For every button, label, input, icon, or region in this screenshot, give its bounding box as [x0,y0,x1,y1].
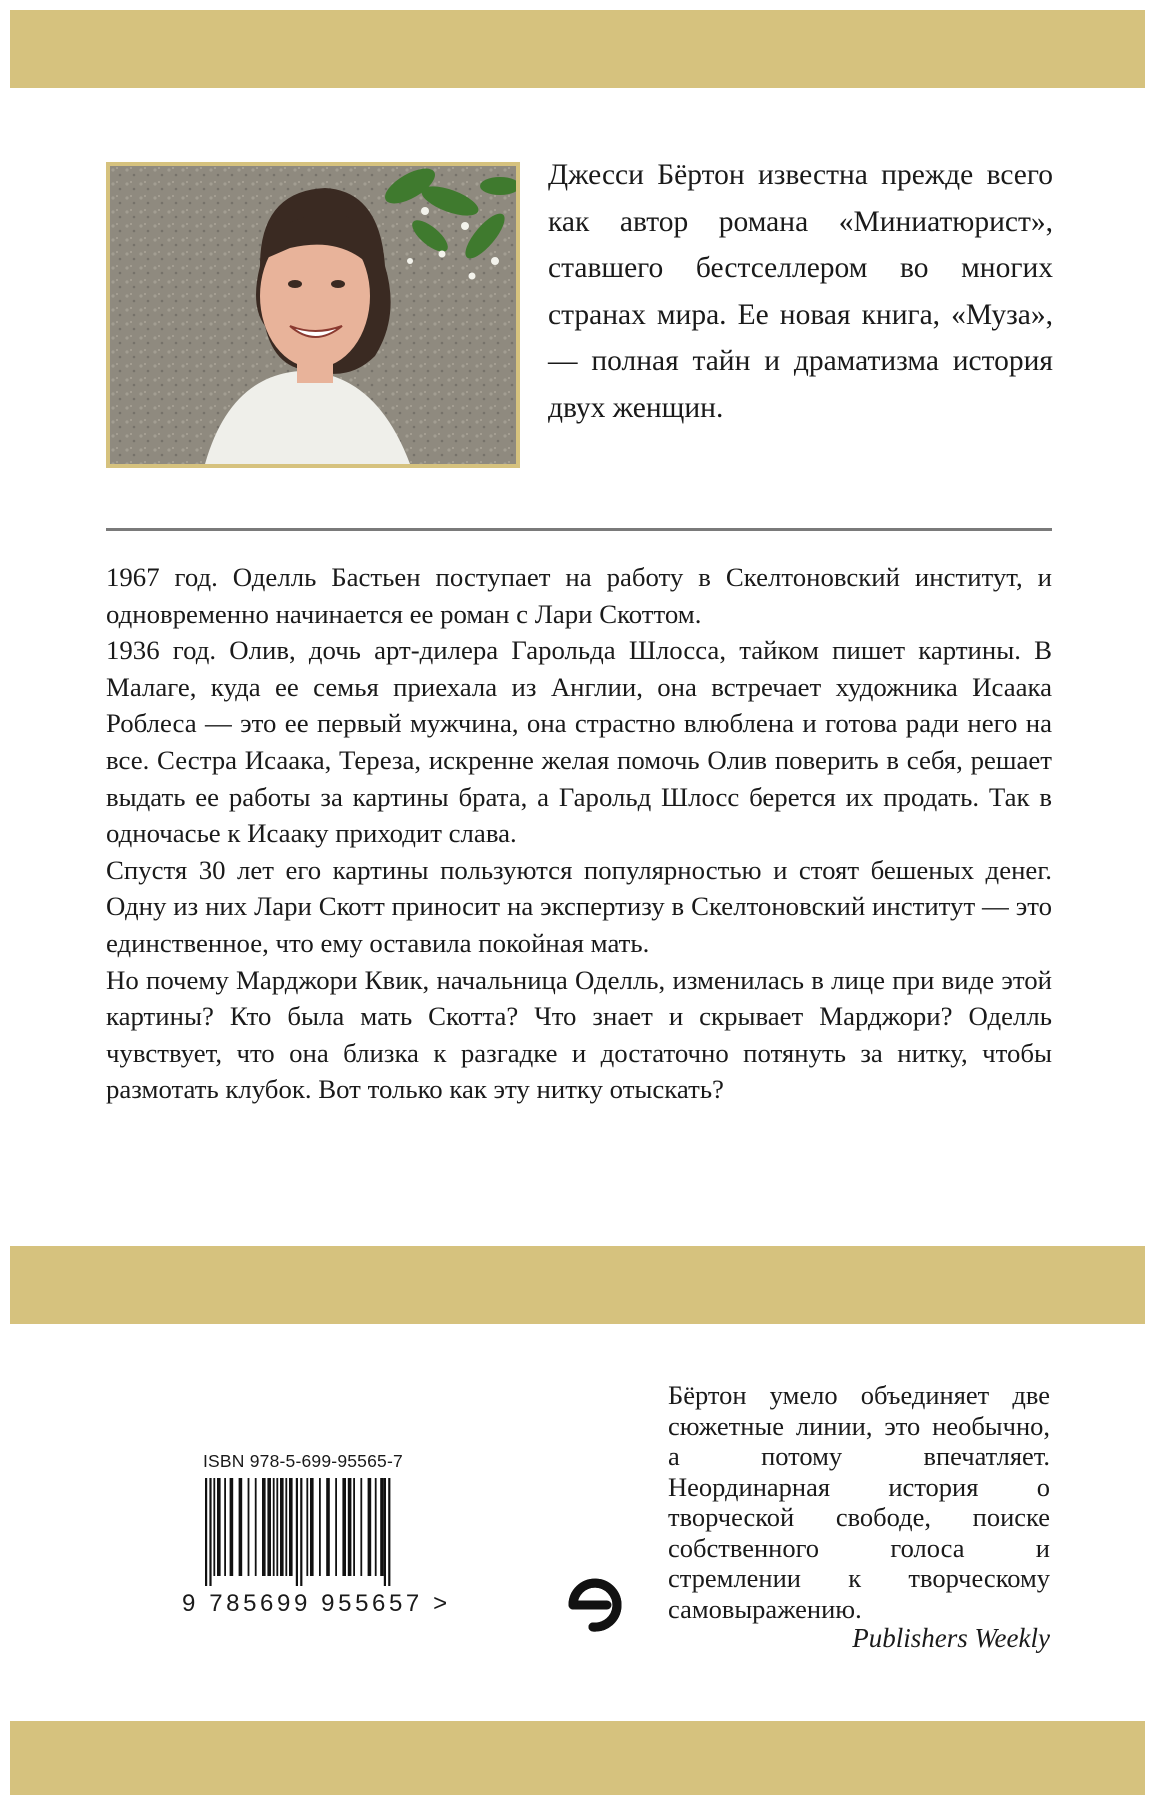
barcode-bar [255,1478,257,1576]
barcode-bar [300,1478,302,1586]
author-portrait-illustration [110,166,516,464]
book-synopsis [106,559,1052,1108]
synopsis-paragraph: Но почему Марджори Квик, начальница Оделль, изменилась в лице при виде этой картины? Кто была мать Скотта? Что знает и скрывает Марджори? Оделль чувствует, что она близка к разгадке и достаточно потянуть за нитку, чтобы размотать клубок. Вот только как эту нитку отыскать? [106,964,1052,1105]
barcode-bar [273,1478,275,1576]
synopsis-paragraph: Спустя 30 лет его картины пользуются популярностью и стоят бешеных денег. Одну из них Лари Скотт приносит на экспертизу в Скелтоновский институт — это единственное, что ему оставила покойная мать. [106,854,1052,958]
barcode-bar [353,1478,355,1576]
middle-gold-band [10,1246,1145,1324]
author-photo [106,162,520,468]
bottom-gold-band [10,1721,1145,1795]
barcode-bar [335,1478,337,1576]
barcode-bar [213,1478,215,1576]
barcode-bar [306,1478,308,1576]
barcode-bar [280,1478,284,1576]
barcode-bar [239,1478,243,1576]
barcode-bar [310,1478,314,1576]
top-gold-band [10,10,1145,88]
synopsis-paragraph: 1936 год. Олив, дочь арт-дилера Гарольда Шлосса, тайком пишет картины. В Малаге, куда ее семья приехала из Англии, она встречает художника Исаака Роблеса — это ее первый мужчина, она страстно влюблена и готова ради него на все. Сестра Исаака, Тереза, искренне желая помочь Олив поверить в себя, решает выдать ее работы за картины брата, а Гарольд Шлосс берется их продать. Так в одночасье к Исааку приходит слава. [106,635,1052,849]
barcode-bar [319,1478,321,1576]
eksmo-logo-icon [563,1561,623,1649]
barcode-bar [368,1478,372,1576]
section-divider [106,528,1052,531]
barcode-bar [262,1478,266,1576]
barcode-bar [285,1478,287,1576]
barcode-bar [388,1478,390,1586]
barcode-bar [209,1478,211,1586]
review-quote: Бёртон умело объединяет две сюжетные линии, это необычно, а потому впечатляет. Неординарная история о творческой свободе, поиске собственного голоса и стремлении к творческому самовыражению. [668,1380,1050,1624]
barcode-bar [375,1478,377,1576]
author-intro: Джесси Бёртон известна прежде всего как автор романа «Миниатюрист», ставшего бестселлером во многих странах мира. Ее новая книга, «Муза», — полная тайн и драматизма история двух женщин. [548,159,1053,424]
barcode-bar [296,1478,298,1586]
barcode-bar [217,1478,221,1576]
barcode-bar [230,1478,234,1576]
barcode-bar [360,1478,362,1576]
barcode-icon [203,1478,419,1586]
barcode-bar [348,1478,352,1576]
barcode-bar [267,1478,271,1576]
barcode-bar [384,1478,386,1586]
barcode-bar [342,1478,346,1576]
barcode-bar [289,1478,293,1576]
review-source: Publishers Weekly [852,1623,1050,1653]
barcode-bar [248,1478,250,1576]
barcode-bar [276,1478,278,1576]
isbn-label: ISBN 978-5-699-95565-7 [203,1451,403,1471]
barcode-bar [205,1478,207,1586]
barcode-bar [326,1478,330,1576]
barcode-digits: 9 785699 955657 > [182,1590,451,1617]
barcode-bar [380,1478,384,1576]
barcode-bar [224,1478,226,1576]
synopsis-paragraph: 1967 год. Оделль Бастьен поступает на работу в Скелтоновский институт, и одновременно начинается ее роман с Лари Скоттом. [106,562,1052,629]
